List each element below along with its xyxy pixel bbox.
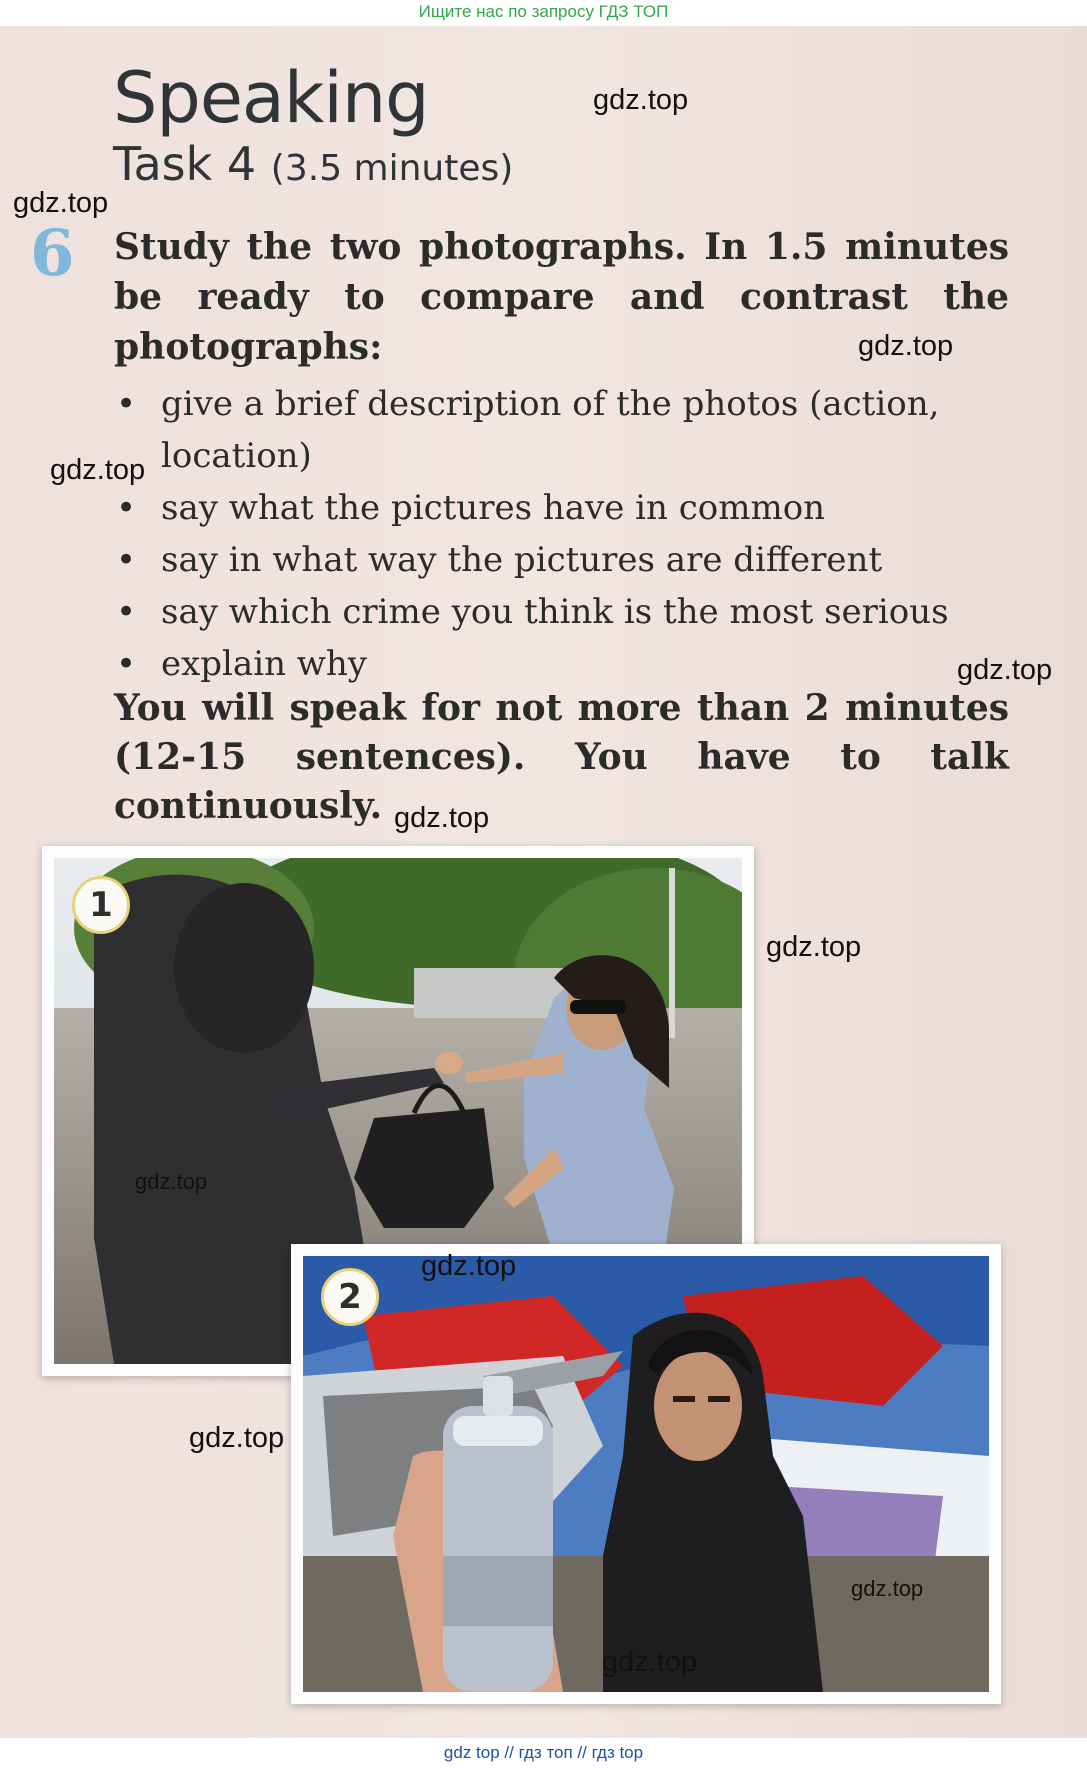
top-banner[interactable]: Ищите нас по запросу ГДЗ ТОП — [418, 2, 669, 21]
watermark: gdz.top — [957, 654, 1053, 686]
watermark: gdz.top — [189, 1422, 285, 1454]
task-instructions: Study the two photographs. In 1.5 minutes be ready to compare and contrast the photographs: — [114, 226, 1009, 368]
photo-2-image — [303, 1256, 989, 1692]
watermark: gdz.top — [851, 1576, 924, 1601]
watermark: gdz.top — [135, 1169, 208, 1194]
bullet-item: • say which crime you think is the most serious — [114, 586, 1009, 638]
watermark: gdz.top — [50, 454, 146, 486]
watermark: gdz.top — [394, 802, 490, 834]
task-label: Task 4 — [113, 137, 257, 191]
bullet-item: • say in what way the pictures are different — [114, 534, 1009, 586]
time-note: (3.5 minutes) — [270, 148, 514, 189]
bullet-list — [114, 378, 1009, 690]
photo-2-illustration — [303, 1256, 989, 1692]
photo-2-frame — [291, 1244, 1001, 1704]
photo-2-badge: 2 — [321, 1268, 379, 1326]
watermark: gdz.top — [13, 187, 109, 219]
watermark: gdz.top — [766, 931, 862, 963]
bullet-item: • give a brief description of the photos (action, location) — [114, 378, 1009, 482]
bullet-item: • explain why — [114, 638, 1009, 690]
bottom-banner[interactable]: gdz top // гдз топ // гдз top — [0, 1740, 1087, 1768]
task-number: 6 — [30, 216, 75, 291]
photo-1-badge: 1 — [72, 876, 130, 934]
watermark: gdz.top — [858, 330, 954, 362]
closing-instructions: You will speak for not more than 2 minutes (12-15 sentences). You have to talk continuously. — [114, 687, 1009, 827]
task-subheading — [113, 137, 514, 193]
section-heading: Speaking — [113, 57, 429, 139]
watermark: gdz.top — [593, 84, 689, 116]
watermark: gdz.top — [421, 1250, 517, 1282]
bullet-item: • say what the pictures have in common — [114, 482, 1009, 534]
watermark: gdz.top — [602, 1646, 698, 1678]
